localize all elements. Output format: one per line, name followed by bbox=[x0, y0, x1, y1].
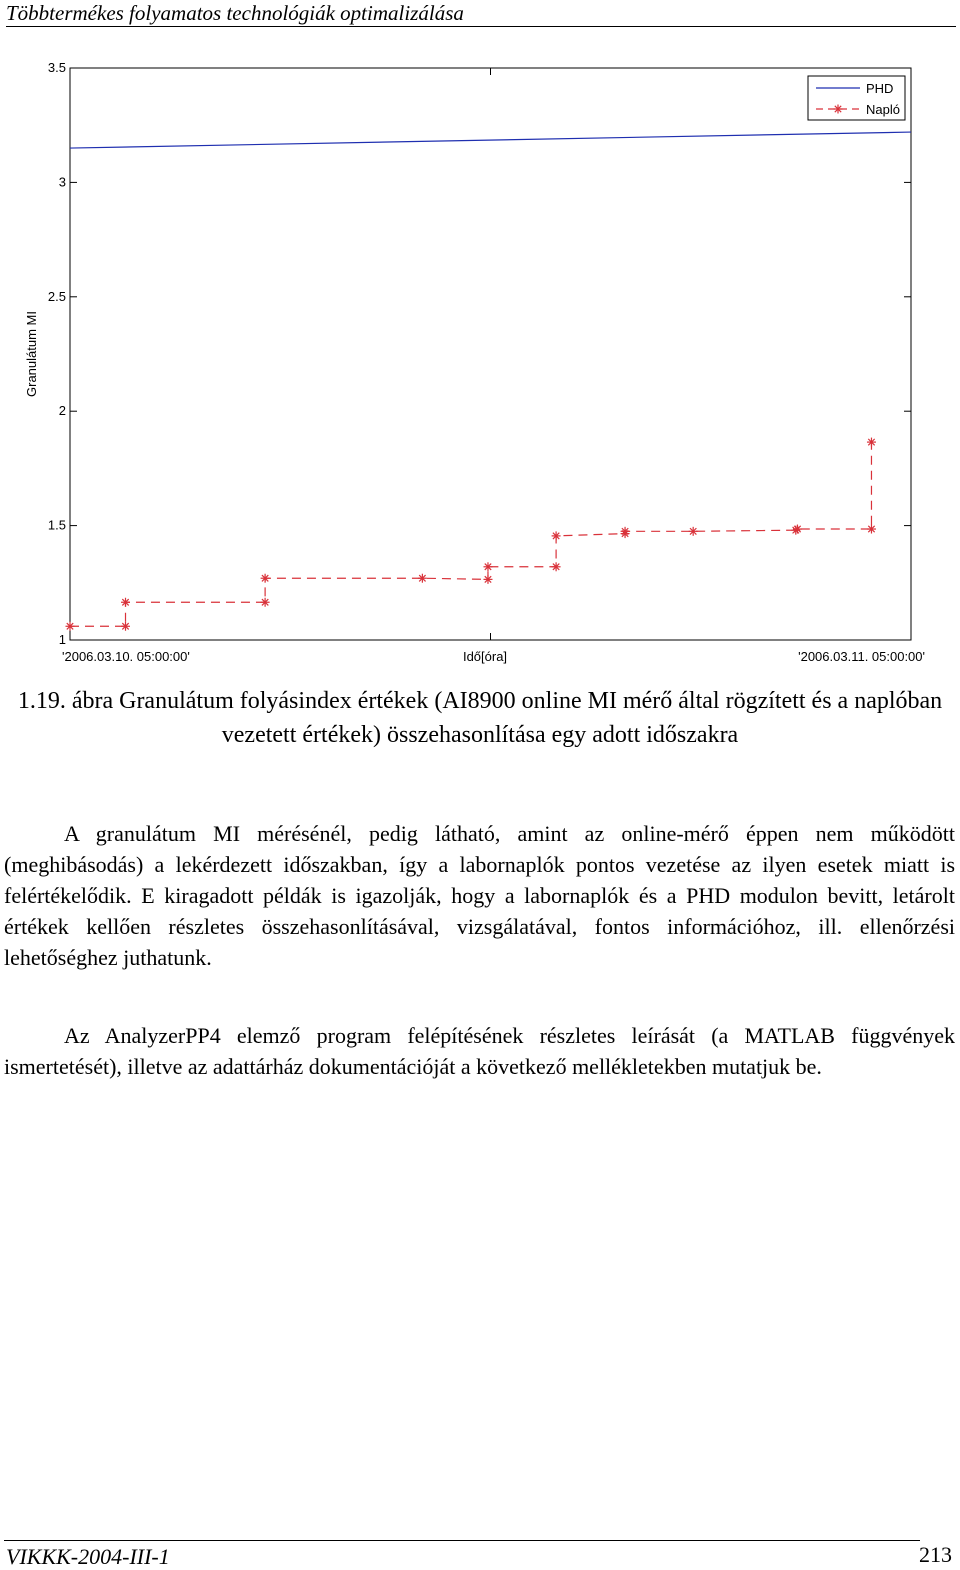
footer-rule bbox=[4, 1540, 920, 1541]
data-point-marker bbox=[121, 622, 130, 631]
running-header-title: Többtermékes folyamatos technológiák optimalizálása bbox=[6, 1, 464, 25]
x-tick-label: '2006.03.10. 05:00:00' bbox=[62, 649, 190, 664]
data-point-marker bbox=[261, 598, 270, 607]
page-footer bbox=[0, 1536, 960, 1569]
footer-document-code: VIKKK-2004-III-1 bbox=[6, 1544, 170, 1569]
body-paragraph-1: A granulátum MI mérésénél, pedig látható, amint az online-mérő éppen nem működött (meghibásodás) a lekérdezett időszakban, így a labornaplók pontos vezetése az ilyen esetek miatt is felértékelődik. E kiragadott példák is igazolják, hogy a labornaplók és a PHD modulon bevitt, letárolt értékek kellően részletes összehasonlításával, vizsgálatával, fontos információhoz, ill. ellenőrzési lehetőséghez juthatunk. bbox=[4, 821, 955, 970]
data-point-marker bbox=[66, 622, 75, 631]
legend-label: Napló bbox=[866, 102, 900, 117]
figure-caption: 1.19. ábra Granulátum folyásindex értékek (AI8900 online MI mérő által rögzített és a naplóban vezetett értékek) összehasonlítása egy adott időszakra bbox=[17, 688, 943, 748]
y-tick-label: 1 bbox=[58, 632, 66, 647]
y-tick-label: 1.5 bbox=[47, 517, 66, 533]
data-point-marker bbox=[689, 527, 698, 536]
y-axis-label: Granulátum MI bbox=[24, 311, 39, 397]
body-paragraph-2: Az AnalyzerPP4 elemző program felépítésének részletes leírását (a MATLAB függvények ismertetését), illetve az adattárház dokumentációját a következő mellékletekben mutatjuk be. bbox=[4, 1023, 955, 1079]
data-point-marker bbox=[867, 525, 876, 534]
y-tick-label: 2 bbox=[58, 403, 66, 419]
plot-area bbox=[70, 68, 911, 640]
y-tick-label: 3 bbox=[58, 174, 66, 190]
x-axis-label: Idő[óra] bbox=[462, 649, 508, 664]
mi-comparison-chart bbox=[0, 40, 960, 680]
data-point-marker bbox=[261, 574, 270, 583]
data-point-marker bbox=[834, 105, 843, 114]
data-point-marker bbox=[483, 575, 492, 584]
data-point-marker bbox=[793, 525, 802, 534]
data-point-marker bbox=[418, 574, 427, 583]
y-tick-label: 3.5 bbox=[47, 60, 66, 75]
data-point-marker bbox=[867, 438, 876, 447]
page-number: 213 bbox=[919, 1542, 952, 1567]
running-header bbox=[6, 0, 956, 27]
data-point-marker bbox=[552, 531, 561, 540]
legend-label: PHD bbox=[866, 81, 894, 96]
data-point-marker bbox=[621, 527, 630, 536]
legend bbox=[808, 76, 905, 120]
y-tick-label: 2.5 bbox=[47, 288, 66, 304]
data-point-marker bbox=[552, 562, 561, 571]
x-tick-label: '2006.03.11. 05:00:00' bbox=[798, 649, 925, 664]
data-point-marker bbox=[483, 562, 492, 571]
data-point-marker bbox=[121, 598, 130, 607]
